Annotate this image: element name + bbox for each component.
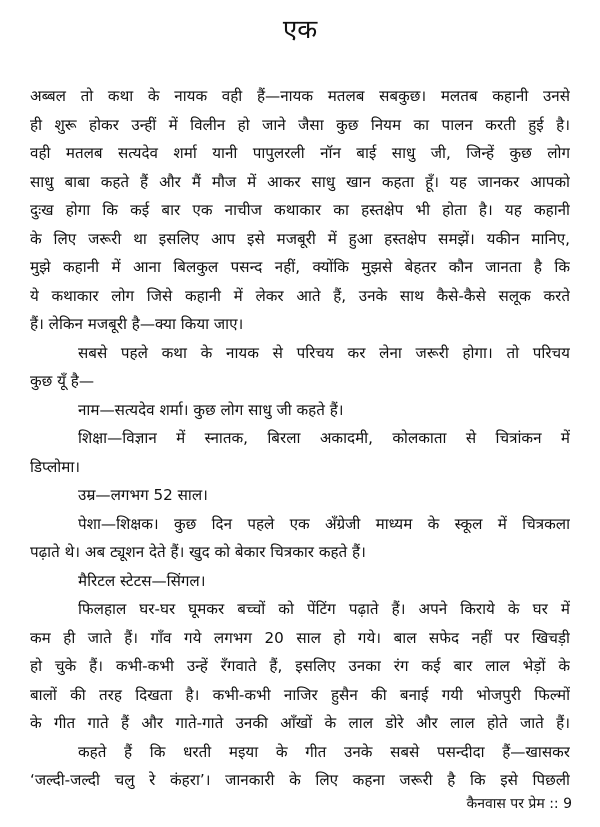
- text-line: के गीत गाते हैं और गाते-गाते उनकी आँखों के लाल डोरे और लाल होते जाते हैं।: [30, 714, 570, 732]
- text-line: शिक्षा—विज्ञान में स्नातक, बिरला अकादमी, कोलकाता से चित्रांकन में: [78, 429, 570, 447]
- text-line: दुःख होगा कि कई बार एक नाचीज कथाकार का हस्तक्षेप भी होता है। यह कहानी: [30, 201, 570, 219]
- text-line: अब्बल तो कथा के नायक वही हैं—नायक मतलब सबकुछ। मलतब कहानी उनसे: [30, 87, 570, 105]
- text-line: बालों की तरह दिखता है। कभी-कभी नाजिर हुसैन की बनाई गयी भोजपुरी फिल्मों: [30, 685, 570, 704]
- text-line: सबसे पहले कथा के नायक से परिचय कर लेना जरूरी होगा। तो परिचय: [78, 343, 570, 362]
- text-line: नाम—सत्यदेव शर्मा। कुछ लोग साधु जी कहते हैं।: [78, 400, 344, 419]
- text-line: ये कथाकार लोग जिसे कहानी में लेकर आते हैं, उनके साथ कैसे-कैसे सलूक करते: [30, 286, 570, 305]
- text-line: कम ही जाते हैं। गाँव गये लगभग 20 साल हो गये। बाल सफेद नहीं पर खिचड़ी: [30, 628, 570, 647]
- page-body: [30, 82, 570, 795]
- text-line: हो चुके हैं। कभी-कभी उन्हें रँगवाते हैं, इसलिए उनका रंग कई बार लाल भेड़ों के: [30, 657, 570, 675]
- chapter-title: एक: [282, 15, 318, 45]
- text-line: मुझे कहानी में आना बिलकुल पसन्द नहीं, क्योंकि मुझसे बेहतर कौन जानता है कि: [30, 258, 570, 276]
- text-line: हैं। लेकिन मजबूरी है—क्या किया जाए।: [30, 315, 244, 333]
- text-line: साधु बाबा कहते हैं और मैं मौज में आकर साधु खान कहता हूँ। यह जानकर आपको: [30, 172, 570, 191]
- text-line: ‘जल्दी-जल्दी चलु रे कंहरा’। जानकारी के लिए कहना जरूरी है कि इसे पिछली: [30, 771, 570, 789]
- text-line: मैरिटल स्टेटस—सिंगल।: [78, 571, 206, 590]
- text-line: ही शुरू होकर उन्हीं में विलीन हो जाने जैसा कुछ नियम का पालन करती हुई है।: [30, 115, 570, 134]
- text-line: फिलहाल घर-घर घूमकर बच्चों को पेंटिंग पढ़ाते हैं। अपने किराये के घर में: [78, 600, 570, 618]
- text-line: के लिए जरूरी था इसलिए आप इसे मजबूरी में हुआ हस्तक्षेप समझें। यकीन मानिए,: [30, 229, 570, 248]
- text-line: कहते हैं कि धरती मइया के गीत उनके सबसे पसन्दीदा हैं—खासकर: [78, 742, 570, 761]
- text-line: उम्र—लगभग 52 साल।: [78, 486, 208, 504]
- text-line: पेशा—शिक्षक। कुछ दिन पहले एक अँग्रेजी माध्यम के स्कूल में चित्रकला: [78, 514, 570, 533]
- text-line: पढ़ाते थे। अब ट्यूशन देते हैं। खुद को बेकार चित्रकार कहते हैं।: [30, 543, 366, 561]
- text-line: कुछ यूँ है—: [30, 372, 95, 390]
- text-line: वही मतलब सत्यदेव शर्मा यानी पापुलरली नॉन बाई साधु जी, जिन्हें कुछ लोग: [30, 144, 570, 162]
- text-line: डिप्लोमा।: [30, 457, 81, 476]
- page-footer: कैनवास पर प्रेम :: 9: [466, 796, 572, 812]
